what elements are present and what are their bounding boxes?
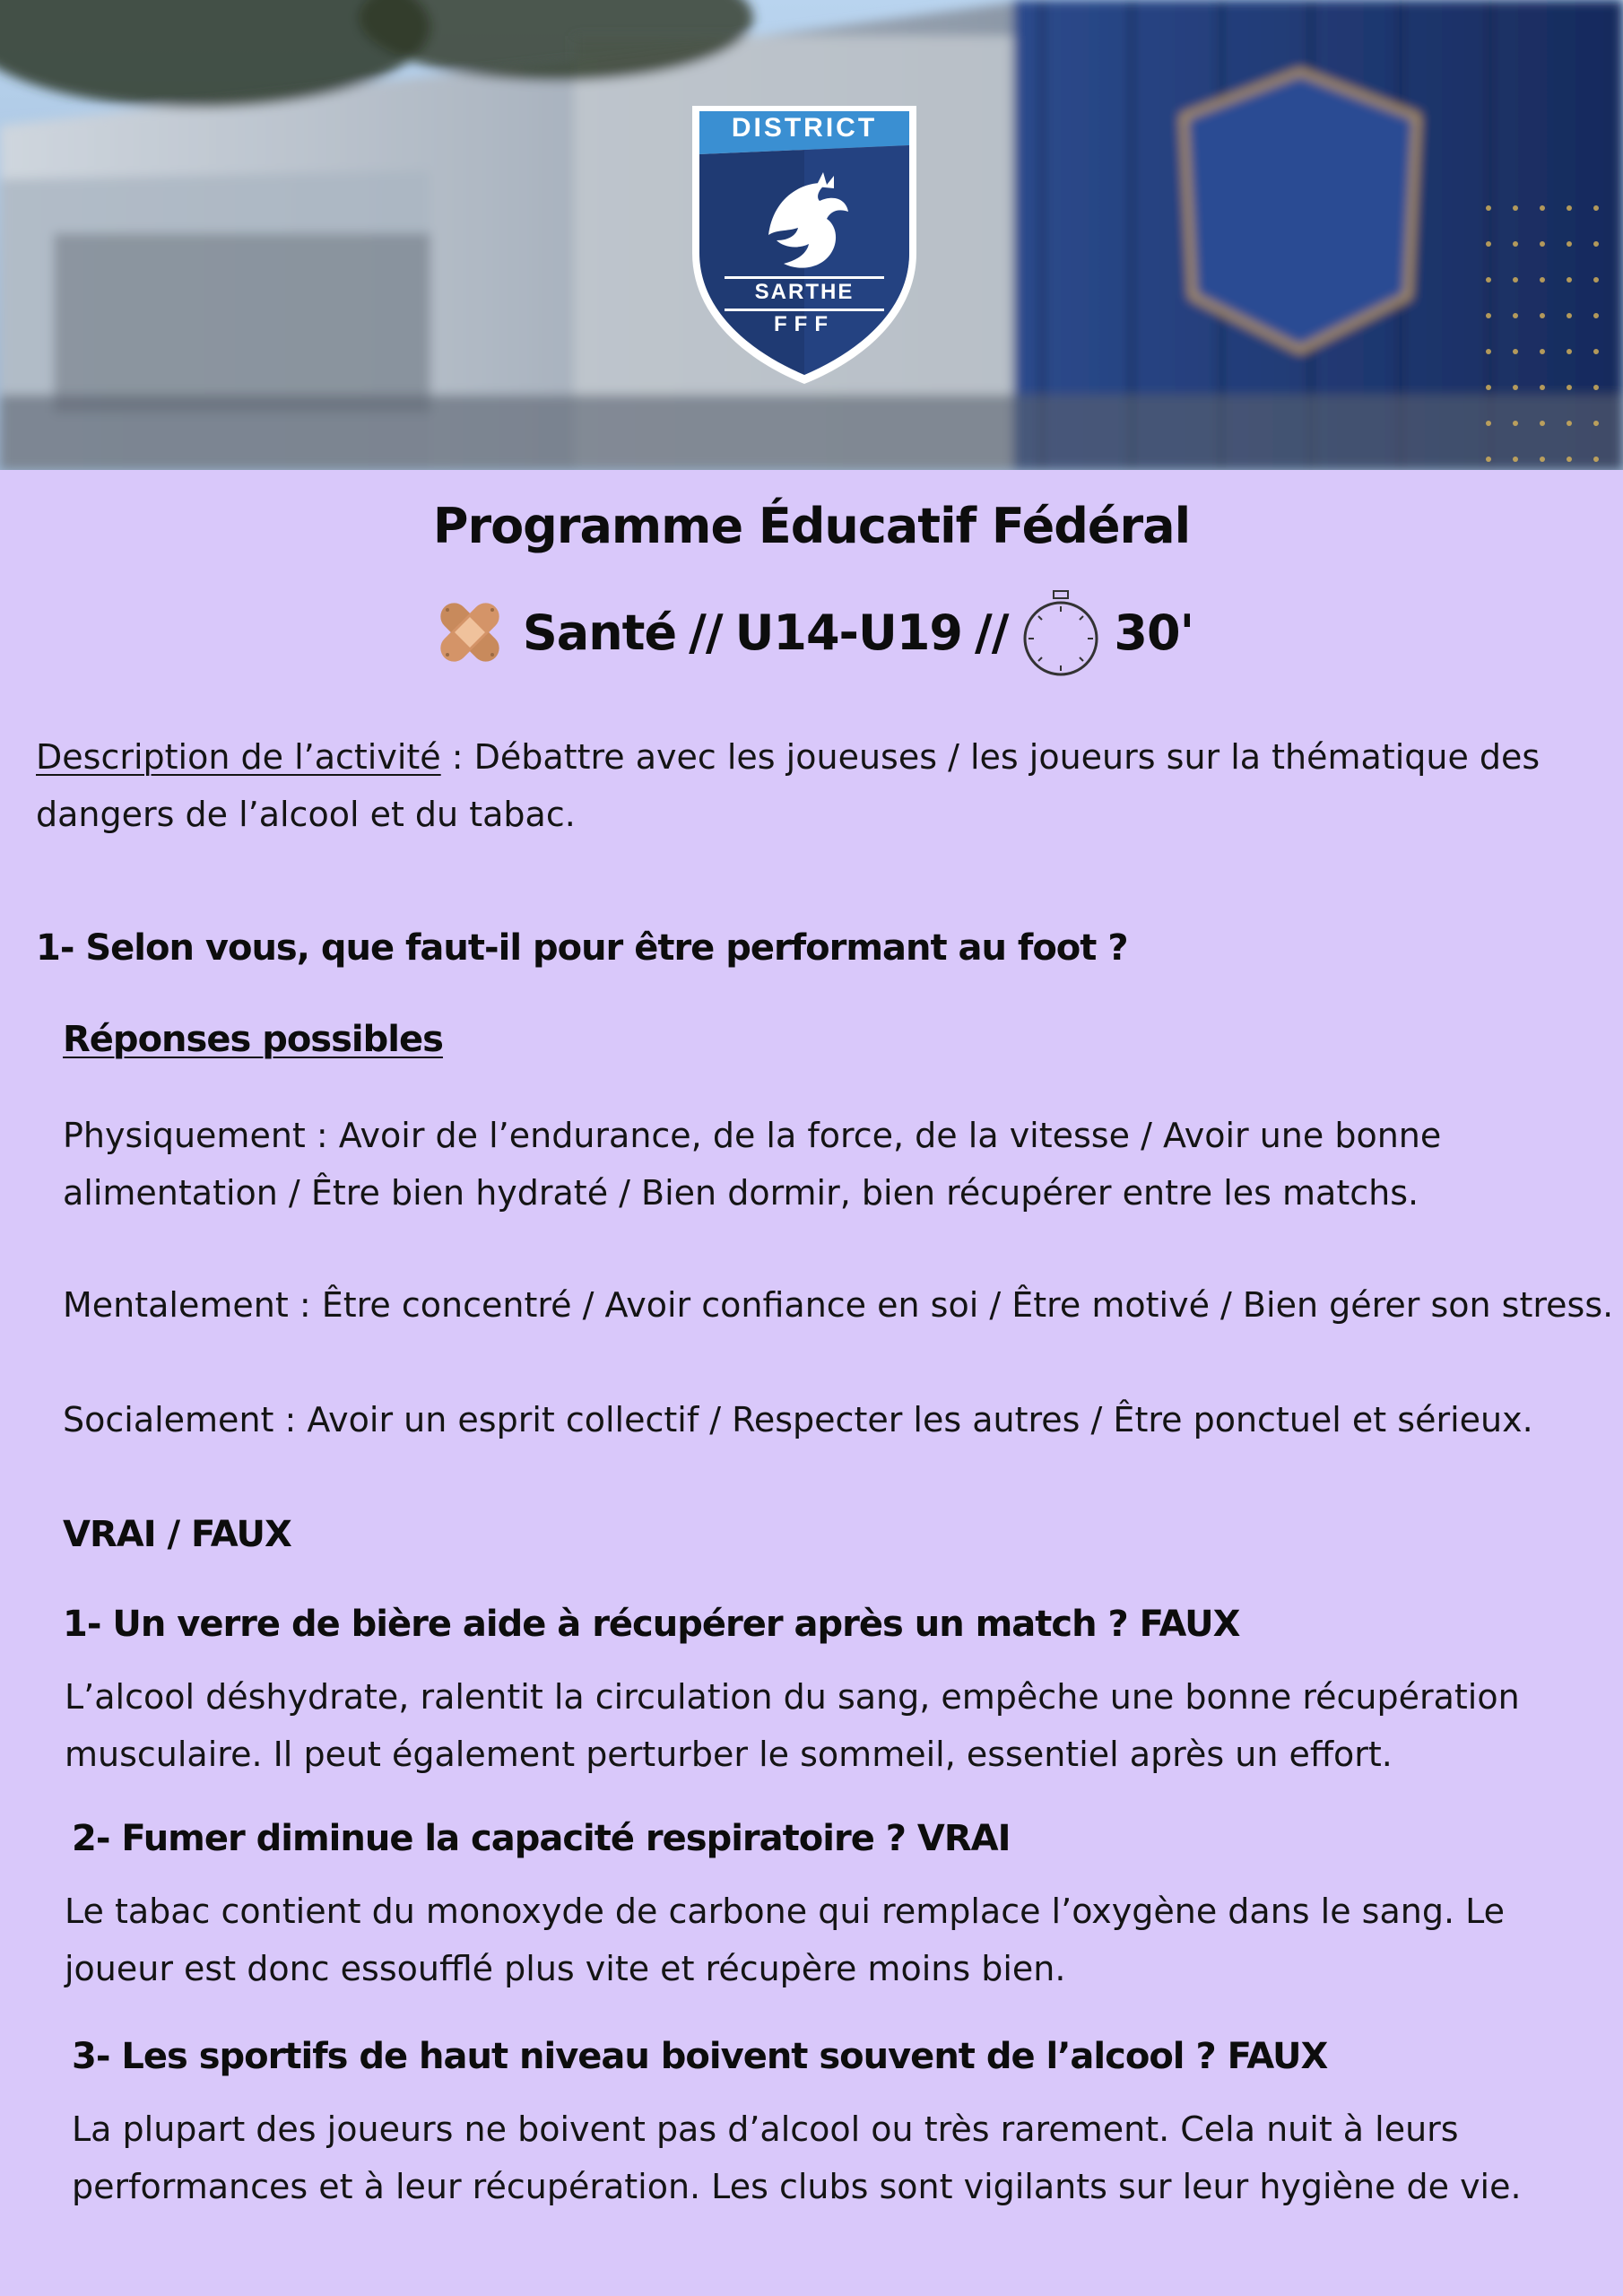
crest-sarthe-label: SARTHE [754,280,855,304]
answer-physical: Physiquement : Avoir de l’endurance, de la force, de la vitesse / Avoir une bonne alimentation / Être bien hydraté / Bien dormir, bien récupérer entre les matchs. [63,1116,1442,1213]
description-text: Débattre avec les joueuses / les joueurs sur la thématique des dangers de l’alcool et du tabac. [36,737,1541,834]
page-title: Programme Éducatif Fédéral [432,498,1191,554]
description-separator: : [440,737,474,777]
separator-2: // [974,604,1009,661]
duration-label: 30' [1114,604,1194,661]
tf-explanation-3: La plupart des joueurs ne boivent pas d’alcool ou très rarement. Cela nuit à leurs performances et à leur récupération. Les clubs sont vigilants sur leur hygiène de vie. [72,2109,1522,2206]
answer-mental: Mentalement : Être concentré / Avoir confiance en soi / Être motivé / Bien gérer son stress. [63,1285,1614,1325]
age-group-label: U14-U19 [734,604,962,661]
tf-question-3: 3- Les sportifs de haut niveau boivent souvent de l’alcool ? FAUX [72,2036,1328,2077]
district-crest-logo [683,100,925,387]
true-false-heading: VRAI / FAUX [63,1514,291,1555]
crest-district-label: DISTRICT [731,113,878,143]
answers-label: Réponses possibles [63,1019,443,1060]
bandage-icon [430,592,510,673]
crest-shield [683,100,925,387]
subtitle-row [0,587,1623,677]
hero-banner [0,0,1623,470]
stopwatch-icon [1020,587,1101,677]
theme-label: Santé [522,604,677,661]
activity-description [36,728,1560,843]
tf-question-2: 2- Fumer diminue la capacité respiratoire ? VRAI [72,1818,1011,1859]
question-1-title: 1- Selon vous, que faut-il pour être performant au foot ? [36,927,1128,969]
separator-1: // [689,604,723,661]
tf-question-1: 1- Un verre de bière aide à récupérer après un match ? FAUX [63,1604,1240,1645]
tf-explanation-1: L’alcool déshydrate, ralentit la circulation du sang, empêche une bonne récupération musculaire. Il peut également perturber le sommeil, essentiel après un effort. [65,1677,1520,1774]
tf-explanation-2: Le tabac contient du monoxyde de carbone qui remplace l’oxygène dans le sang. Le joueur est donc essoufflé plus vite et récupère moins bien. [65,1892,1506,1988]
crest-fff-label: FFF [774,312,835,336]
description-label: Description de l’activité [36,737,441,777]
answer-social: Socialement : Avoir un esprit collectif / Respecter les autres / Être ponctuel et sérieux. [63,1400,1533,1439]
